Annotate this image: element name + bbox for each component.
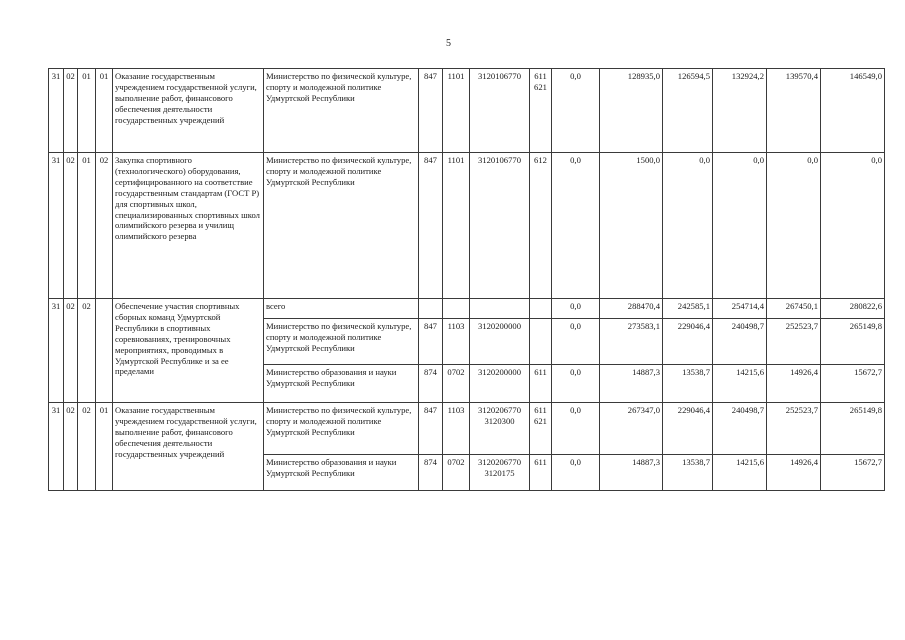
amount-cell: 146549,0 bbox=[821, 69, 885, 153]
ministry-cell: Министерство образования и науки Удмуртской Республики bbox=[264, 365, 419, 403]
table-row bbox=[49, 69, 885, 153]
rzpr-cell: 1103 bbox=[443, 403, 470, 455]
amount-cell: 0,0 bbox=[767, 153, 821, 299]
vr-code: 621 bbox=[534, 81, 547, 92]
amount-cell: 139570,4 bbox=[767, 69, 821, 153]
csr-code: 3120175 bbox=[484, 467, 515, 478]
csr-code: 3120200000 bbox=[478, 321, 521, 331]
vr-cell bbox=[530, 455, 552, 491]
table-row bbox=[49, 153, 885, 299]
csr-cell bbox=[470, 69, 530, 153]
grbs-cell: 847 bbox=[419, 403, 443, 455]
vr-cell bbox=[530, 69, 552, 153]
amount-cell: 242585,1 bbox=[663, 299, 713, 319]
amount-cell: 132924,2 bbox=[713, 69, 767, 153]
table-body bbox=[49, 69, 885, 491]
vr-code: 611 bbox=[534, 457, 547, 467]
ministry-cell: Министерство по физической культуре, спорту и молодежной политике Удмуртской Республики bbox=[264, 319, 419, 365]
code-cell: 02 bbox=[64, 69, 78, 153]
csr-cell bbox=[470, 299, 530, 319]
csr-code: 3120206770 bbox=[478, 457, 521, 467]
amount-cell: 14887,3 bbox=[600, 455, 663, 491]
csr-code: 3120206770 bbox=[478, 405, 521, 415]
ministry-cell: всего bbox=[264, 299, 419, 319]
amount-cell: 1500,0 bbox=[600, 153, 663, 299]
csr-code: 3120106770 bbox=[478, 155, 521, 165]
code-cell: 01 bbox=[78, 153, 96, 299]
amount-cell: 0,0 bbox=[713, 153, 767, 299]
code-cell: 31 bbox=[49, 299, 64, 403]
ministry-cell: Министерство образования и науки Удмуртской Республики bbox=[264, 455, 419, 491]
amount-cell: 273583,1 bbox=[600, 319, 663, 365]
amount-cell: 14887,3 bbox=[600, 365, 663, 403]
rzpr-cell: 1101 bbox=[443, 153, 470, 299]
rzpr-cell: 0702 bbox=[443, 365, 470, 403]
vr-code: 611 bbox=[534, 367, 547, 377]
amount-cell: 240498,7 bbox=[713, 403, 767, 455]
amount-cell: 0,0 bbox=[552, 365, 600, 403]
amount-cell: 0,0 bbox=[552, 69, 600, 153]
amount-cell: 0,0 bbox=[552, 455, 600, 491]
code-cell: 01 bbox=[78, 69, 96, 153]
amount-cell: 280822,6 bbox=[821, 299, 885, 319]
code-cell: 02 bbox=[96, 153, 113, 299]
page-number: 5 bbox=[446, 38, 451, 49]
csr-code: 3120300 bbox=[484, 415, 515, 426]
vr-cell bbox=[530, 365, 552, 403]
amount-cell: 267347,0 bbox=[600, 403, 663, 455]
amount-cell: 0,0 bbox=[552, 299, 600, 319]
grbs-cell bbox=[419, 299, 443, 319]
ministry-cell: Министерство по физической культуре, спорту и молодежной политике Удмуртской Республики bbox=[264, 153, 419, 299]
amount-cell: 14215,6 bbox=[713, 365, 767, 403]
amount-cell: 252523,7 bbox=[767, 319, 821, 365]
amount-cell: 240498,7 bbox=[713, 319, 767, 365]
rzpr-cell: 1103 bbox=[443, 319, 470, 365]
code-cell: 02 bbox=[64, 153, 78, 299]
rzpr-cell bbox=[443, 299, 470, 319]
amount-cell: 13538,7 bbox=[663, 365, 713, 403]
code-cell: 01 bbox=[96, 403, 113, 491]
amount-cell: 288470,4 bbox=[600, 299, 663, 319]
table-row bbox=[49, 299, 885, 319]
amount-cell: 128935,0 bbox=[600, 69, 663, 153]
activity-name-cell: Оказание государственным учреждением государственной услуги, выполнение работ, финансового обеспечения деятельности государственных учреждений bbox=[113, 69, 264, 153]
amount-cell: 14926,4 bbox=[767, 455, 821, 491]
amount-cell: 252523,7 bbox=[767, 403, 821, 455]
code-cell: 02 bbox=[64, 299, 78, 403]
code-cell: 31 bbox=[49, 69, 64, 153]
amount-cell: 14215,6 bbox=[713, 455, 767, 491]
amount-cell: 0,0 bbox=[552, 153, 600, 299]
amount-cell: 267450,1 bbox=[767, 299, 821, 319]
code-cell: 01 bbox=[96, 69, 113, 153]
budget-table bbox=[48, 68, 885, 491]
amount-cell: 15672,7 bbox=[821, 365, 885, 403]
amount-cell: 254714,4 bbox=[713, 299, 767, 319]
csr-cell bbox=[470, 319, 530, 365]
activity-name-cell: Закупка спортивного (технологического) оборудования, сертифицированного на соответствие государственным стандартам (ГОСТ Р) для спортивных школ, специализированных спортивных школ олимпийского резерва и училищ олимпийского резерва bbox=[113, 153, 264, 299]
table-row bbox=[49, 403, 885, 455]
grbs-cell: 847 bbox=[419, 319, 443, 365]
amount-cell: 229046,4 bbox=[663, 319, 713, 365]
grbs-cell: 874 bbox=[419, 455, 443, 491]
amount-cell: 126594,5 bbox=[663, 69, 713, 153]
amount-cell: 0,0 bbox=[663, 153, 713, 299]
vr-code: 611 bbox=[534, 405, 547, 415]
amount-cell: 15672,7 bbox=[821, 455, 885, 491]
grbs-cell: 847 bbox=[419, 153, 443, 299]
vr-cell bbox=[530, 319, 552, 365]
code-cell: 31 bbox=[49, 403, 64, 491]
activity-name-cell: Обеспечение участия спортивных сборных команд Удмуртской Республики в спортивных соревнованиях, тренировочных мероприятиях, проводимых в Удмуртской Республике и за ее пределами bbox=[113, 299, 264, 403]
csr-cell bbox=[470, 403, 530, 455]
vr-code: 621 bbox=[534, 415, 547, 426]
rzpr-cell: 1101 bbox=[443, 69, 470, 153]
ministry-cell: Министерство по физической культуре, спорту и молодежной политике Удмуртской Республики bbox=[264, 69, 419, 153]
ministry-cell: Министерство по физической культуре, спорту и молодежной политике Удмуртской Республики bbox=[264, 403, 419, 455]
code-cell: 02 bbox=[64, 403, 78, 491]
amount-cell: 14926,4 bbox=[767, 365, 821, 403]
vr-cell bbox=[530, 403, 552, 455]
vr-code: 611 bbox=[534, 71, 547, 81]
grbs-cell: 874 bbox=[419, 365, 443, 403]
code-cell bbox=[96, 299, 113, 403]
amount-cell: 0,0 bbox=[552, 319, 600, 365]
amount-cell: 0,0 bbox=[552, 403, 600, 455]
csr-cell bbox=[470, 365, 530, 403]
grbs-cell: 847 bbox=[419, 69, 443, 153]
activity-name-cell: Оказание государственным учреждением государственной услуги, выполнение работ, финансового обеспечения деятельности государственных учреждений bbox=[113, 403, 264, 491]
csr-cell bbox=[470, 153, 530, 299]
amount-cell: 265149,8 bbox=[821, 403, 885, 455]
csr-code: 3120200000 bbox=[478, 367, 521, 377]
amount-cell: 13538,7 bbox=[663, 455, 713, 491]
vr-code: 612 bbox=[534, 155, 547, 165]
code-cell: 02 bbox=[78, 299, 96, 403]
amount-cell: 229046,4 bbox=[663, 403, 713, 455]
rzpr-cell: 0702 bbox=[443, 455, 470, 491]
csr-cell bbox=[470, 455, 530, 491]
code-cell: 31 bbox=[49, 153, 64, 299]
code-cell: 02 bbox=[78, 403, 96, 491]
vr-cell bbox=[530, 153, 552, 299]
vr-cell bbox=[530, 299, 552, 319]
amount-cell: 265149,8 bbox=[821, 319, 885, 365]
amount-cell: 0,0 bbox=[821, 153, 885, 299]
csr-code: 3120106770 bbox=[478, 71, 521, 81]
